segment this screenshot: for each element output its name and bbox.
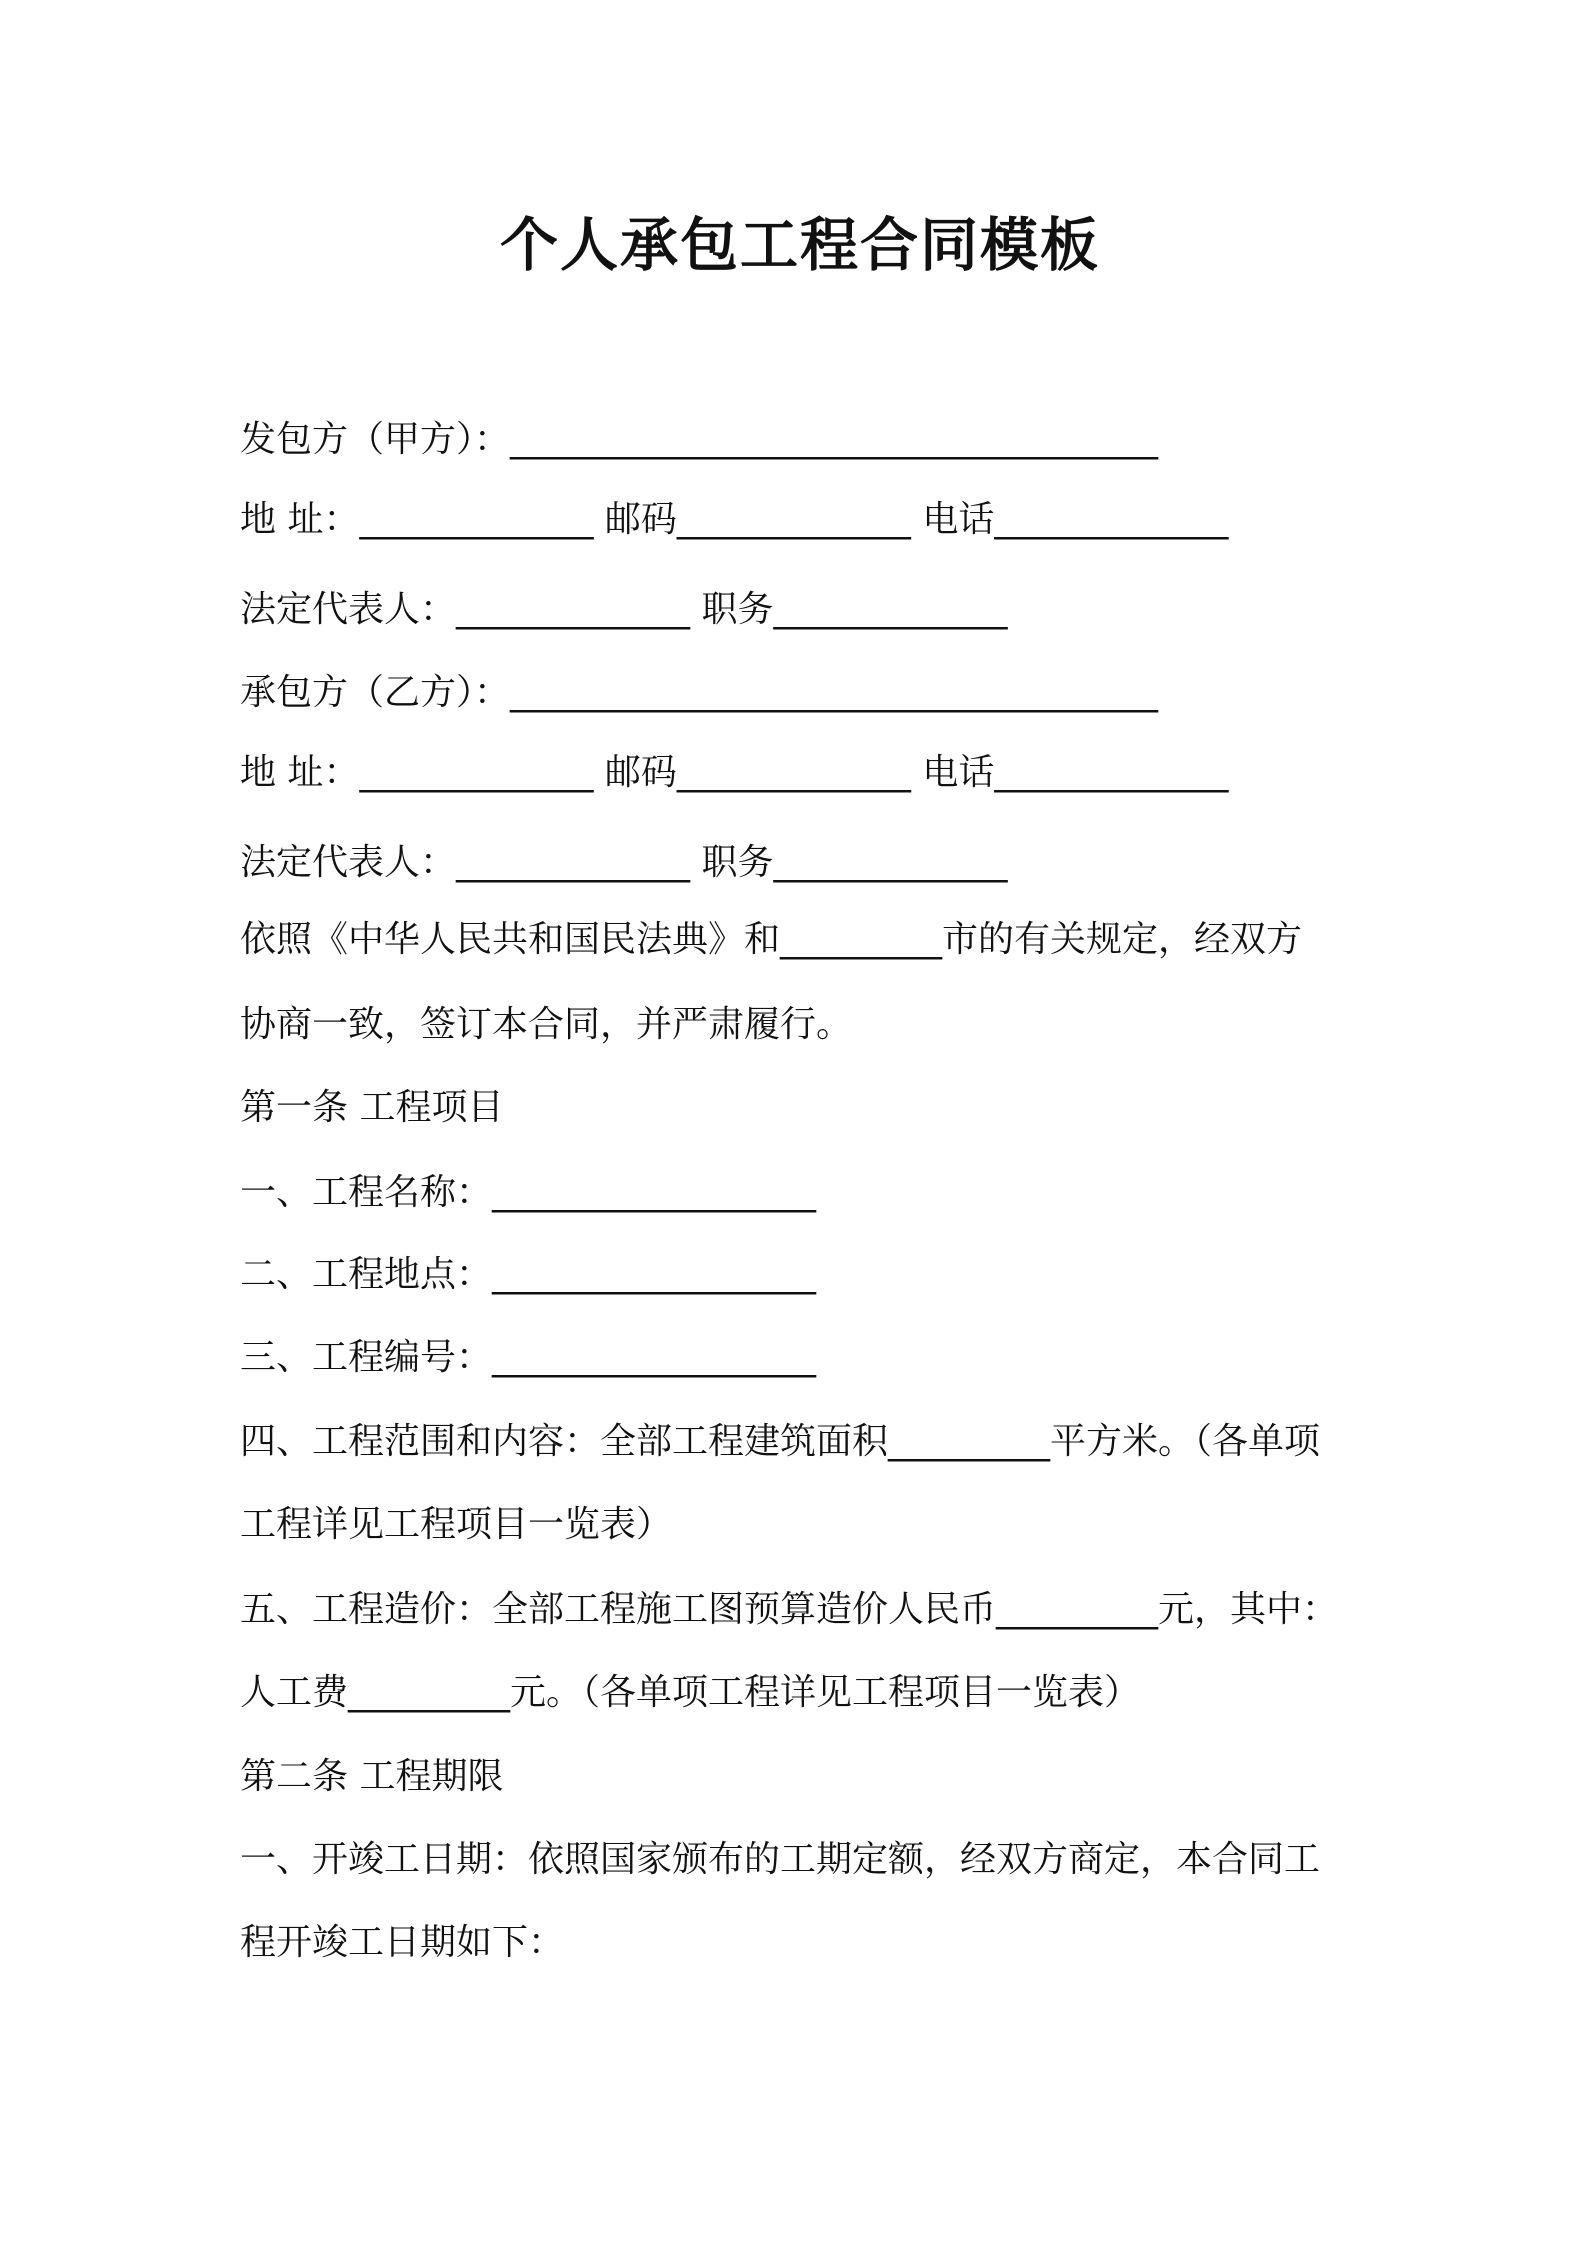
party-a-representative-line: 法定代表人：_____________ 职务_____________	[240, 589, 1008, 630]
project-name-line: 一、工程名称：__________________	[240, 1172, 817, 1213]
party-b-representative-line: 法定代表人：_____________ 职务_____________	[240, 842, 1008, 883]
article-1-heading: 第一条 工程项目	[240, 1087, 504, 1128]
schedule-line-1: 一、开竣工日期：依照国家颁布的工期定额，经双方商定，本合同工	[240, 1839, 1321, 1880]
preamble-line-1: 依照《中华人民共和国民法典》和_________市的有关规定，经双方	[240, 919, 1303, 960]
project-number-line: 三、工程编号：__________________	[240, 1337, 817, 1378]
preamble-line-2: 协商一致，签订本合同，并严肃履行。	[240, 1004, 853, 1045]
schedule-line-2: 程开竣工日期如下：	[240, 1922, 565, 1963]
project-location-line: 二、工程地点：__________________	[240, 1254, 817, 1295]
party-a-address-line: 地 址：_____________ 邮码_____________ 电话_____________	[240, 499, 1229, 540]
project-cost-line-2: 人工费_________元。（各单项工程详见工程项目一览表）	[240, 1672, 1141, 1713]
party-b-line: 承包方（乙方）：____________________________________	[240, 672, 1159, 713]
project-scope-line-1: 四、工程范围和内容：全部工程建筑面积_________平方米。（各单项	[240, 1421, 1321, 1462]
article-2-heading: 第二条 工程期限	[240, 1756, 504, 1797]
project-cost-line-1: 五、工程造价：全部工程施工图预算造价人民币_________元，其中：	[240, 1589, 1339, 1630]
party-a-line: 发包方（甲方）：____________________________________	[240, 419, 1159, 460]
project-scope-line-2: 工程详见工程项目一览表）	[240, 1504, 673, 1545]
party-b-address-line: 地 址：_____________ 邮码_____________ 电话_____________	[240, 752, 1229, 793]
document-title: 个人承包工程合同模板	[499, 211, 1100, 279]
